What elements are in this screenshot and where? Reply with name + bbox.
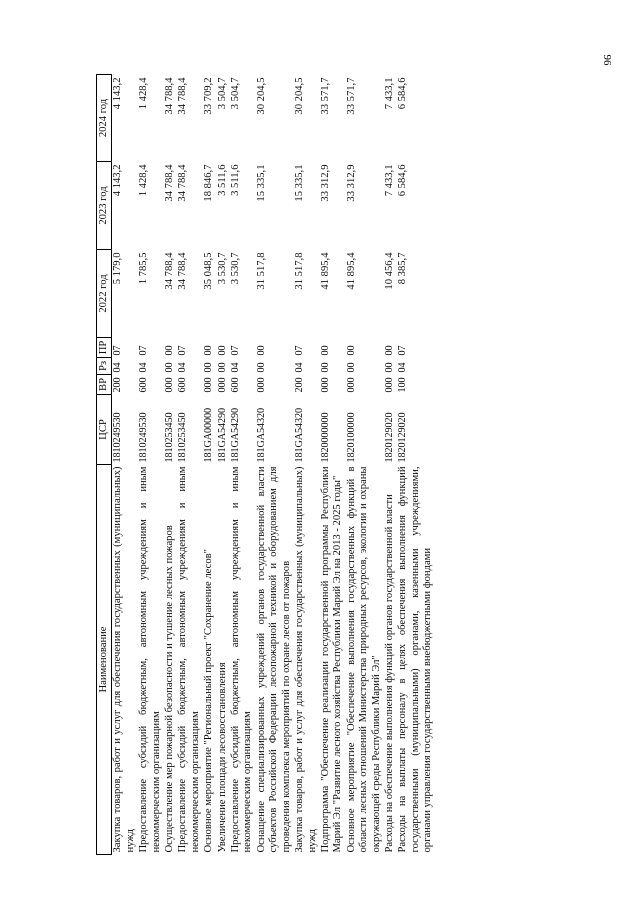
cell-csr: 1810249530: [112, 412, 124, 463]
budget-table: [96, 74, 436, 855]
cell-rz: 04: [397, 362, 409, 373]
cell-name: Предоставление субсидий бюджетным, автономным учреждениям и иным некоммерческим организациям: [230, 466, 254, 853]
cell-name: Расходы на обеспечение выполнения функций органов государственной власти: [383, 494, 395, 853]
cell-pr: 07: [177, 345, 189, 356]
header-vr: ВР: [97, 375, 112, 395]
cell-2024: 7 433,1: [383, 77, 395, 110]
cell-2023: 3 511,6: [230, 164, 242, 196]
cell-2024: 6 584,6: [397, 77, 409, 110]
cell-name: Увеличение площади лесовосстановления: [216, 662, 228, 853]
cell-vr: 000: [164, 377, 176, 393]
cell-2024: 34 788,4: [164, 77, 176, 115]
cell-2023: 7 433,1: [383, 164, 395, 197]
cell-2023: 34 788,4: [164, 164, 176, 202]
table-row: [320, 75, 346, 855]
cell-rz: 04: [294, 362, 306, 373]
cell-rz: 04: [112, 362, 124, 373]
cell-2022: 31 517,8: [294, 252, 306, 290]
cell-pr: 00: [255, 345, 267, 356]
cell-csr: 181GA54290: [216, 408, 228, 463]
cell-2024: 34 788,4: [177, 77, 189, 115]
cell-2023: 33 312,9: [319, 164, 331, 202]
table-row: [397, 75, 435, 855]
cell-2023: 4 143,2: [112, 164, 124, 197]
cell-vr: 000: [319, 377, 331, 393]
cell-name: Оснащение специализированных учреждений органов государственной власти субъектов Российской Федерации лесопожарной техникой и оборудованием для проведения комплекса мероприятий по охране лесов от пожаров: [255, 466, 292, 853]
cell-2024: 30 204,5: [255, 77, 267, 115]
cell-2022: 34 788,4: [177, 252, 189, 290]
cell-csr: 1810253450: [164, 412, 176, 463]
cell-2023: 3 511,6: [216, 164, 228, 196]
cell-vr: 600: [230, 377, 242, 393]
cell-pr: 00: [203, 345, 215, 356]
cell-2022: 3 530,7: [216, 252, 228, 285]
header-2022: 2022 год: [97, 250, 112, 338]
table-row: [138, 75, 164, 855]
cell-2024: 3 504,7: [230, 77, 242, 110]
table-row: [217, 75, 230, 855]
page-number: 96: [601, 54, 613, 66]
cell-name: Основное мероприятие "Обеспечение выполнения государственных функций в области лесных отношений Министерства природных ресурсов, экологии и охраны окружающей среды Республики Марий Эл": [345, 466, 382, 853]
cell-csr: 181GA00000: [203, 408, 215, 463]
cell-rz: 00: [164, 362, 176, 373]
cell-2023: 18 846,7: [203, 164, 215, 202]
cell-2024: 33 571,7: [345, 77, 357, 115]
cell-rz: 00: [383, 362, 395, 373]
cell-rz: 00: [319, 362, 331, 373]
cell-vr: 000: [345, 377, 357, 393]
cell-2023: 1 428,4: [138, 164, 150, 197]
cell-2022: 3 530,7: [230, 252, 242, 285]
cell-csr: 181GA54320: [294, 408, 306, 463]
cell-2022: 5 179,0: [112, 252, 124, 285]
table-header-row: [97, 75, 112, 855]
cell-rz: 04: [177, 362, 189, 373]
header-csr: ЦСР: [97, 395, 112, 465]
cell-pr: 07: [294, 345, 306, 356]
cell-name: Основное мероприятие "Региональный проект "Сохранение лесов": [203, 549, 215, 853]
cell-csr: 1810253450: [177, 412, 189, 463]
cell-name: Закупка товаров, работ и услуг для обеспечения государственных (муниципальных) нужд: [294, 466, 318, 853]
table-row: [230, 75, 256, 855]
cell-csr: 181GA54290: [230, 408, 242, 463]
cell-rz: 00: [255, 362, 267, 373]
cell-csr: 1820100000: [345, 412, 357, 463]
budget-table-rotated: [96, 75, 536, 855]
cell-csr: 1820000000: [319, 412, 331, 463]
cell-2023: 34 788,4: [177, 164, 189, 202]
cell-vr: 000: [216, 377, 228, 393]
cell-2024: 33 571,7: [319, 77, 331, 115]
table-row: [256, 75, 294, 855]
cell-csr: 1820129020: [397, 412, 409, 463]
cell-pr: 07: [230, 345, 242, 356]
table-row: [112, 75, 138, 855]
cell-name: Предоставление субсидий бюджетным, автономным учреждениям и иным некоммерческим организациям: [138, 466, 162, 853]
header-pr: ПР: [97, 338, 112, 358]
cell-2022: 34 788,4: [164, 252, 176, 290]
cell-pr: 00: [319, 345, 331, 356]
table-row: [164, 75, 177, 855]
cell-2023: 15 335,1: [294, 164, 306, 202]
header-name: Наименование: [97, 465, 112, 855]
cell-rz: 04: [138, 362, 150, 373]
cell-pr: 07: [112, 345, 124, 356]
cell-rz: 00: [216, 362, 228, 373]
cell-vr: 200: [112, 377, 124, 393]
cell-2024: 30 204,5: [294, 77, 306, 115]
cell-vr: 100: [397, 377, 409, 393]
cell-2022: 10 456,4: [383, 252, 395, 290]
cell-csr: 1810249530: [138, 412, 150, 463]
table-row: [346, 75, 384, 855]
cell-2023: 15 335,1: [255, 164, 267, 202]
table-row: [294, 75, 320, 855]
cell-csr: 1820129020: [383, 412, 395, 463]
cell-name: Закупка товаров, работ и услуг для обеспечения государственных (муниципальных) нужд: [112, 466, 136, 853]
cell-2024: 33 709,2: [203, 77, 215, 115]
cell-pr: 00: [216, 345, 228, 356]
cell-2022: 35 048,5: [203, 252, 215, 290]
cell-2024: 3 504,7: [216, 77, 228, 110]
cell-2023: 6 584,6: [397, 164, 409, 197]
cell-vr: 000: [203, 377, 215, 393]
table-row: [203, 75, 216, 855]
cell-pr: 00: [383, 345, 395, 356]
cell-2022: 8 385,7: [397, 252, 409, 285]
cell-name: Расходы на выплаты персоналу в целях обеспечения выполнения функций государственными (муниципальными) органами, казенными учреждениями, органами управления государственными внебюджетными фондами: [397, 466, 434, 853]
cell-rz: 04: [230, 362, 242, 373]
cell-2024: 1 428,4: [138, 77, 150, 110]
cell-vr: 600: [177, 377, 189, 393]
cell-vr: 000: [255, 377, 267, 393]
cell-pr: 00: [164, 345, 176, 356]
cell-rz: 00: [345, 362, 357, 373]
cell-2023: 33 312,9: [345, 164, 357, 202]
cell-pr: 07: [138, 345, 150, 356]
table-row: [384, 75, 397, 855]
cell-2022: 41 895,4: [345, 252, 357, 290]
cell-vr: 600: [138, 377, 150, 393]
cell-vr: 000: [383, 377, 395, 393]
cell-2022: 41 895,4: [319, 252, 331, 290]
cell-csr: 181GA54320: [255, 408, 267, 463]
cell-2024: 4 143,2: [112, 77, 124, 110]
cell-name: Подпрограмма "Обеспечение реализации государственной программы Республики Марий Эл "Развитие лесного хозяйства Республики Марий Эл на 2013 - 2025 годы": [319, 466, 344, 853]
cell-pr: 07: [397, 345, 409, 356]
cell-2022: 1 785,5: [138, 252, 150, 285]
header-rz: Рз: [97, 358, 112, 375]
header-2024: 2024 год: [97, 75, 112, 162]
cell-pr: 00: [345, 345, 357, 356]
header-2023: 2023 год: [97, 162, 112, 250]
cell-vr: 200: [294, 377, 306, 393]
cell-2022: 31 517,8: [255, 252, 267, 290]
cell-name: Предоставление субсидий бюджетным, автономным учреждениям и иным некоммерческим организациям: [177, 466, 201, 853]
cell-name: Осуществление мер пожарной безопасности и тушение лесных пожаров: [164, 525, 176, 853]
table-row: [177, 75, 203, 855]
cell-rz: 00: [203, 362, 215, 373]
